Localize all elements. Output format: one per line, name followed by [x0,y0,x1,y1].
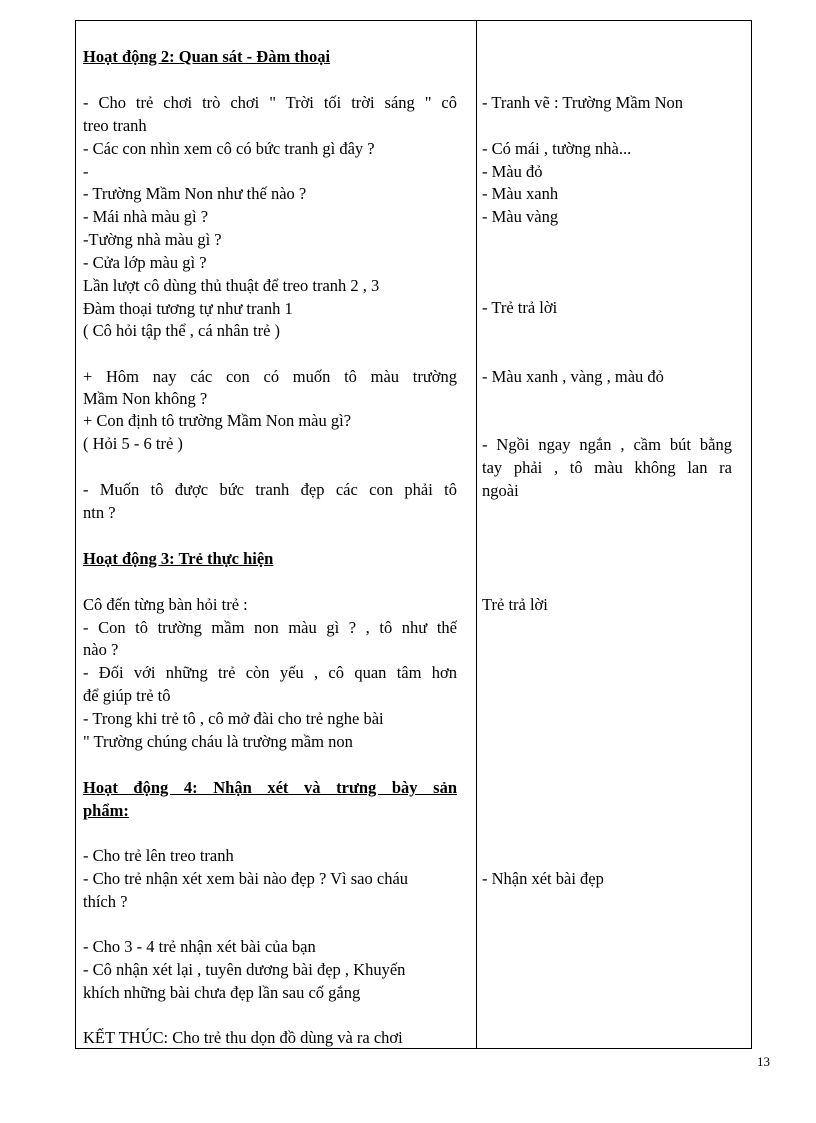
text-line: - Nhận xét bài đẹp [482,869,604,888]
lesson-table [75,20,752,1049]
text-line: - Có mái , tường nhà... [482,139,632,158]
text-line: - Màu xanh , vàng , màu đỏ [482,367,664,386]
text-line: - Cô nhận xét lại , tuyên dương bài đẹp , Khuyến [83,960,406,979]
text-line: - Cửa lớp màu gì ? [83,253,207,272]
text-line: - Mái nhà màu gì ? [83,207,209,226]
text-line: - Trong khi trẻ tô , cô mở đài cho trẻ nghe bài [83,709,384,728]
text-line: ngoài [482,481,519,500]
text-line: - Trẻ trả lời [482,298,558,317]
text-line: - Trường Mầm Non như thế nào ? [83,184,307,203]
text-line: - Các con nhìn xem cô có bức tranh gì đây ? [83,139,375,158]
text-line: - Cho trẻ lên treo tranh [83,846,234,865]
text-line: - Màu xanh [482,184,559,203]
text-line: để giúp trẻ tô [83,686,171,705]
text-line: tay phải , tô màu không lan ra [482,458,732,477]
heading-activity-4: Hoạt động 4: Nhận xét và trưng bày sản [83,778,457,797]
text-line: Mầm Non không ? [83,389,208,408]
heading-activity-3: Hoạt động 3: Trẻ thực hiện [83,549,274,568]
text-line: + Con định tô trường Mầm Non màu gì? [83,411,352,430]
closing-line: KẾT THÚC: Cho trẻ thu dọn đồ dùng và ra chơi [83,1028,403,1047]
text-line: - Con tô trường mầm non màu gì ? , tô như thế [83,618,457,637]
text-line: Trẻ trả lời [482,595,548,614]
text-line: + Hôm nay các con có muốn tô màu trường [83,367,457,386]
column-divider [476,21,477,1048]
text-line: - Đối với những trẻ còn yếu , cô quan tâm hơn [83,663,457,682]
text-line: - [83,162,89,181]
text-line: Đàm thoại tương tự như tranh 1 [83,299,293,318]
text-line: - Ngồi ngay ngắn , cầm bút bằng [482,435,732,454]
text-line: " Trường chúng cháu là trường mầm non [83,732,353,751]
text-line: ( Hỏi 5 - 6 trẻ ) [83,434,183,453]
text-line: - Cho trẻ nhận xét xem bài nào đẹp ? Vì sao cháu [83,869,409,888]
text-line: treo tranh [83,116,147,135]
text-line: Cô đến từng bàn hỏi trẻ : [83,595,248,614]
text-line: khích những bài chưa đẹp lần sau cố gắng [83,983,361,1002]
text-line: -Tường nhà màu gì ? [83,230,222,249]
text-line: ntn ? [83,503,116,522]
text-line: - Cho 3 - 4 trẻ nhận xét bài của bạn [83,937,316,956]
text-line: - Cho trẻ chơi trò chơi " Trời tối trời sáng " cô [83,93,457,112]
text-line: - Màu đỏ [482,162,543,181]
heading-activity-4-cont: phẩm: [83,801,129,820]
text-line: Lần lượt cô dùng thủ thuật để treo tranh 2 , 3 [83,276,380,295]
text-line: ( Cô hỏi tập thể , cá nhân trẻ ) [83,321,281,340]
heading-activity-2: Hoạt động 2: Quan sát - Đàm thoại [83,47,331,66]
text-line: - Muốn tô được bức tranh đẹp các con phải tô [83,480,457,499]
text-line: - Tranh vẽ : Trường Mầm Non [482,93,684,112]
text-line: thích ? [83,892,128,911]
text-line: - Màu vàng [482,207,559,226]
text-line: nào ? [83,640,119,659]
page-number: 13 [757,1054,770,1069]
